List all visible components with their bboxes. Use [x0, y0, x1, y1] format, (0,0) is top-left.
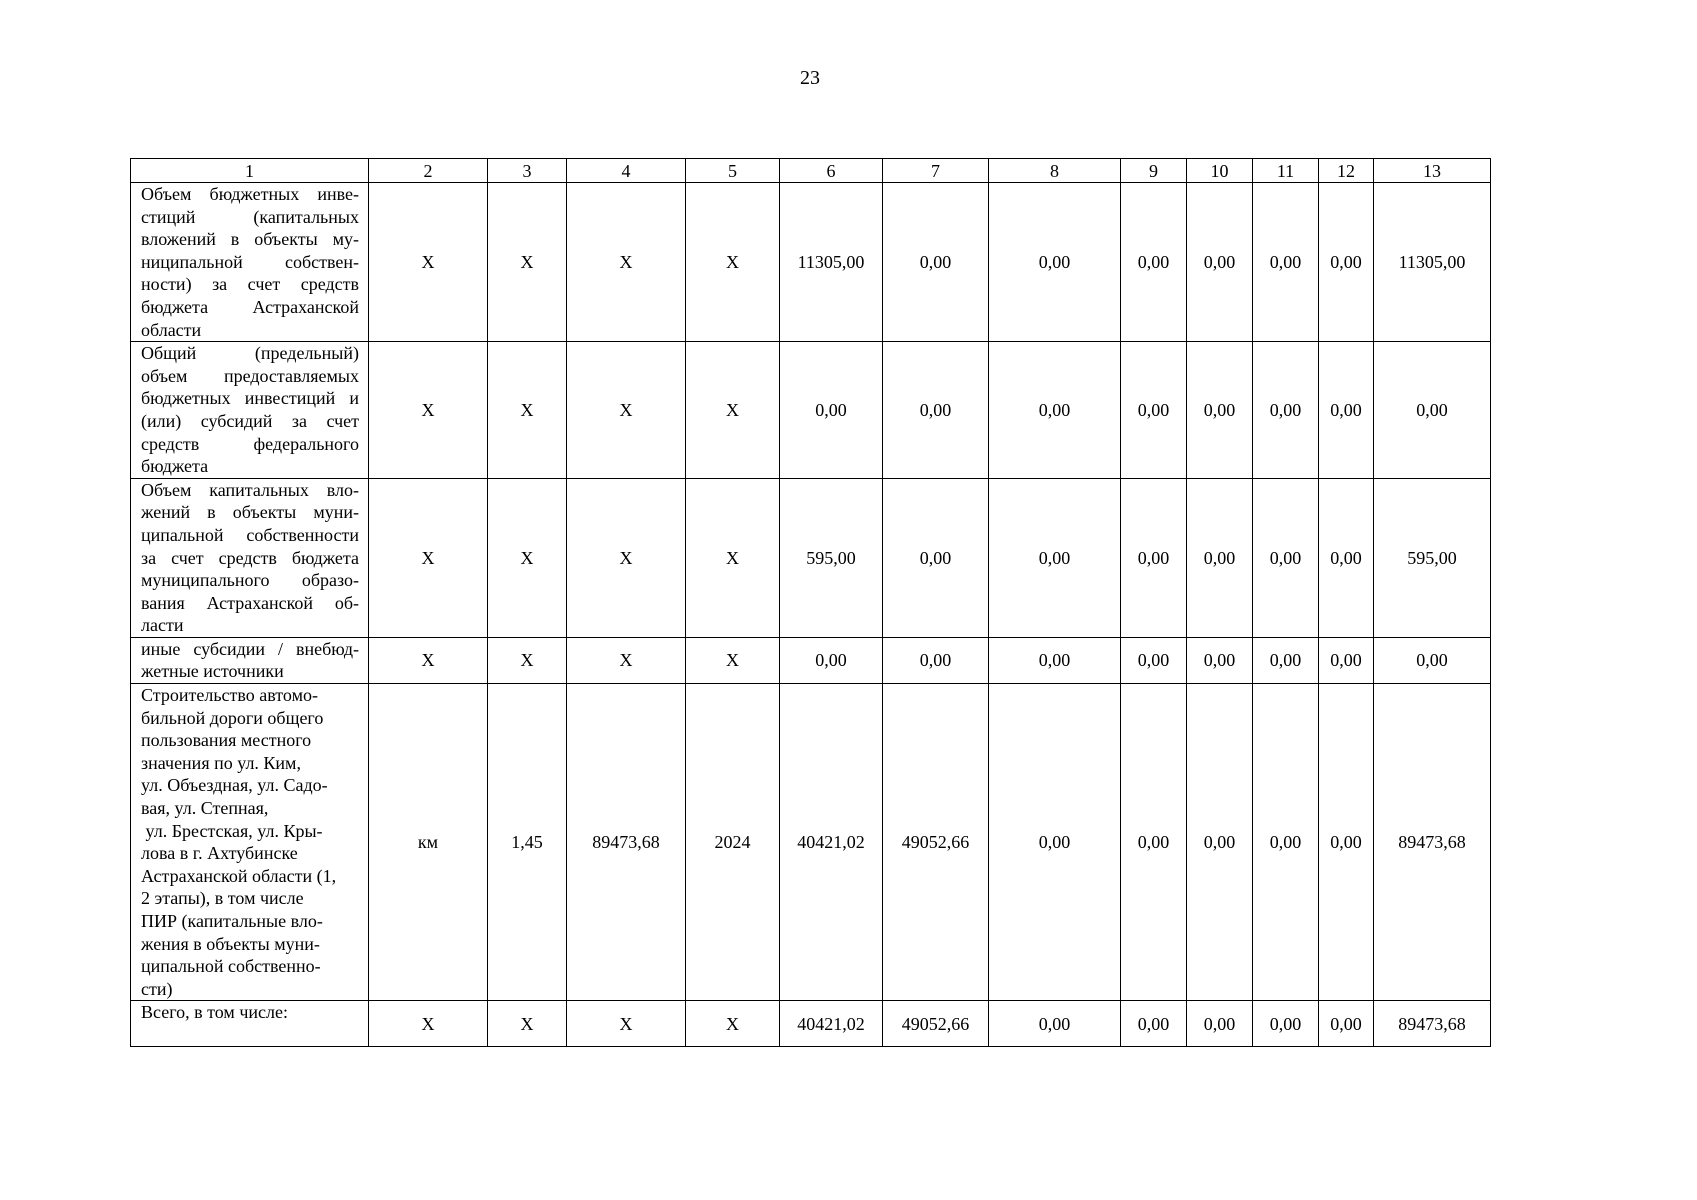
table-cell-col-11: 0,00 — [1253, 183, 1319, 342]
table-cell-col-4: X — [567, 637, 686, 683]
row-label-line: вания Астраханской об- — [141, 592, 359, 613]
table-cell-col-12: 0,00 — [1319, 478, 1374, 637]
row-label — [131, 1001, 369, 1047]
column-header-1: 1 — [131, 159, 369, 183]
row-label-line: Всего, в том числе: — [141, 1002, 288, 1023]
column-header-2: 2 — [369, 159, 488, 183]
row-label — [131, 342, 369, 479]
table-cell-col-6: 0,00 — [780, 342, 883, 479]
table-cell-col-13: 0,00 — [1374, 342, 1491, 479]
table-cell-col-9: 0,00 — [1121, 342, 1187, 479]
table-cell-col-11: 0,00 — [1253, 684, 1319, 1001]
row-label-line: пользования местного — [141, 730, 312, 751]
table-cell-col-10: 0,00 — [1187, 478, 1253, 637]
page-number: 23 — [800, 67, 820, 89]
budget-table — [130, 158, 1491, 1047]
row-label-line: объем предоставляемых — [141, 365, 359, 386]
table-cell-col-13: 89473,68 — [1374, 684, 1491, 1001]
table-cell-col-9: 0,00 — [1121, 478, 1187, 637]
row-label-line: сти) — [141, 978, 173, 999]
table-cell-col-9: 0,00 — [1121, 637, 1187, 683]
table-cell-col-2: X — [369, 478, 488, 637]
table-cell-col-4: X — [567, 478, 686, 637]
table-cell-col-6: 0,00 — [780, 637, 883, 683]
row-label-line: жетные источники — [141, 661, 284, 682]
column-header-3: 3 — [488, 159, 567, 183]
table-cell-col-4: X — [567, 1001, 686, 1047]
row-label-line: Строительство автомо- — [141, 685, 318, 706]
table-cell-col-11: 0,00 — [1253, 637, 1319, 683]
table-cell-col-3: X — [488, 478, 567, 637]
row-label-line: иные субсидии / внебюд- — [141, 638, 359, 659]
row-label-line: Объем капитальных вло- — [141, 479, 359, 500]
table-cell-col-2: X — [369, 1001, 488, 1047]
table-cell-col-6: 595,00 — [780, 478, 883, 637]
table-row — [131, 1001, 1491, 1047]
row-label-line: бильной дороги общего — [141, 707, 324, 728]
table-cell-col-13: 11305,00 — [1374, 183, 1491, 342]
column-header-13: 13 — [1374, 159, 1491, 183]
table-cell-col-13: 89473,68 — [1374, 1001, 1491, 1047]
row-label-line: ципальной собственно- — [141, 956, 321, 977]
table-cell-col-8: 0,00 — [989, 342, 1121, 479]
row-label-line: жений в объекты муни- — [141, 502, 359, 523]
row-label-line: значения по ул. Ким, — [141, 752, 301, 773]
table-cell-col-9: 0,00 — [1121, 684, 1187, 1001]
table-cell-col-6: 40421,02 — [780, 684, 883, 1001]
table-cell-col-9: 0,00 — [1121, 183, 1187, 342]
row-label-line: муниципального образо- — [141, 570, 359, 591]
table-cell-col-12: 0,00 — [1319, 1001, 1374, 1047]
table-cell-col-11: 0,00 — [1253, 1001, 1319, 1047]
row-label-line: вложений в объекты му- — [141, 229, 359, 250]
table-cell-col-7: 0,00 — [883, 342, 989, 479]
table-cell-col-3: X — [488, 342, 567, 479]
table-cell-col-12: 0,00 — [1319, 183, 1374, 342]
table-cell-col-5: X — [686, 183, 780, 342]
table-cell-col-12: 0,00 — [1319, 342, 1374, 479]
column-header-9: 9 — [1121, 159, 1187, 183]
row-label — [131, 637, 369, 683]
table-cell-col-3: X — [488, 637, 567, 683]
column-header-6: 6 — [780, 159, 883, 183]
table-cell-col-5: X — [686, 478, 780, 637]
table-cell-col-10: 0,00 — [1187, 183, 1253, 342]
table-cell-col-7: 0,00 — [883, 637, 989, 683]
column-header-12: 12 — [1319, 159, 1374, 183]
table-cell-col-10: 0,00 — [1187, 1001, 1253, 1047]
row-label-line: ципальной собственности — [141, 524, 359, 545]
table-cell-col-10: 0,00 — [1187, 684, 1253, 1001]
table-cell-col-2: км — [369, 684, 488, 1001]
table-cell-col-7: 49052,66 — [883, 684, 989, 1001]
row-label — [131, 684, 369, 1001]
table-cell-col-8: 0,00 — [989, 684, 1121, 1001]
row-label-line: бюджетных инвестиций и — [141, 388, 359, 409]
row-label-line: стиций (капитальных — [141, 206, 359, 227]
table-cell-col-2: X — [369, 342, 488, 479]
column-header-8: 8 — [989, 159, 1121, 183]
table-cell-col-11: 0,00 — [1253, 342, 1319, 479]
table-cell-col-7: 49052,66 — [883, 1001, 989, 1047]
table-cell-col-8: 0,00 — [989, 183, 1121, 342]
table-cell-col-11: 0,00 — [1253, 478, 1319, 637]
table-cell-col-13: 0,00 — [1374, 637, 1491, 683]
table-row — [131, 478, 1491, 637]
table-cell-col-8: 0,00 — [989, 637, 1121, 683]
table-cell-col-7: 0,00 — [883, 183, 989, 342]
row-label-line: ности) за счет средств — [141, 274, 359, 295]
table-cell-col-5: X — [686, 1001, 780, 1047]
row-label-line: ПИР (капитальные вло- — [141, 911, 323, 931]
table-cell-col-9: 0,00 — [1121, 1001, 1187, 1047]
table-cell-col-12: 0,00 — [1319, 684, 1374, 1001]
row-label-line: ул. Брестская, ул. Кры- — [141, 820, 323, 841]
row-label-line: бюджета — [141, 456, 209, 477]
column-header-11: 11 — [1253, 159, 1319, 183]
table-cell-col-4: 89473,68 — [567, 684, 686, 1001]
table-row — [131, 342, 1491, 479]
table-cell-col-6: 11305,00 — [780, 183, 883, 342]
table-cell-col-4: X — [567, 183, 686, 342]
column-header-10: 10 — [1187, 159, 1253, 183]
table-row — [131, 684, 1491, 1001]
row-label-line: Астраханской области (1, — [141, 865, 337, 886]
table-cell-col-7: 0,00 — [883, 478, 989, 637]
table-cell-col-5: 2024 — [686, 684, 780, 1001]
column-header-7: 7 — [883, 159, 989, 183]
column-header-4: 4 — [567, 159, 686, 183]
row-label-line: лова в г. Ахтубинске — [141, 843, 298, 864]
row-label-line: Общий (предельный) — [141, 343, 359, 364]
row-label-line: области — [141, 319, 202, 340]
column-header-5: 5 — [686, 159, 780, 183]
table-cell-col-2: X — [369, 637, 488, 683]
table-cell-col-12: 0,00 — [1319, 637, 1374, 683]
row-label-line: средств федерального — [141, 433, 359, 454]
table-cell-col-3: X — [488, 183, 567, 342]
row-label-line: жения в объекты муни- — [141, 933, 320, 954]
row-label-line: (или) субсидий за счет — [141, 410, 359, 431]
row-label-line: ул. Объездная, ул. Садо- — [141, 775, 328, 796]
row-label-line: бюджета Астраханской — [141, 296, 359, 317]
row-label-line: 2 этапы), в том числе — [141, 888, 304, 909]
table-cell-col-10: 0,00 — [1187, 637, 1253, 683]
table-row — [131, 637, 1491, 683]
table-cell-col-5: X — [686, 342, 780, 479]
row-label-line: вая, ул. Степная, — [141, 798, 269, 819]
table-cell-col-8: 0,00 — [989, 1001, 1121, 1047]
table-cell-col-8: 0,00 — [989, 478, 1121, 637]
table-cell-col-2: X — [369, 183, 488, 342]
row-label — [131, 183, 369, 342]
table-cell-col-10: 0,00 — [1187, 342, 1253, 479]
table-cell-col-3: X — [488, 1001, 567, 1047]
table-cell-col-5: X — [686, 637, 780, 683]
table-cell-col-13: 595,00 — [1374, 478, 1491, 637]
row-label-line: Объем бюджетных инве- — [141, 184, 359, 204]
table-cell-col-4: X — [567, 342, 686, 479]
table-row — [131, 183, 1491, 342]
table-cell-col-6: 40421,02 — [780, 1001, 883, 1047]
row-label — [131, 478, 369, 637]
row-label-line: ниципальной собствен- — [141, 251, 359, 272]
row-label-line: за счет средств бюджета — [141, 547, 359, 568]
table-cell-col-3: 1,45 — [488, 684, 567, 1001]
row-label-line: ласти — [141, 615, 184, 636]
header-row — [131, 159, 1491, 183]
